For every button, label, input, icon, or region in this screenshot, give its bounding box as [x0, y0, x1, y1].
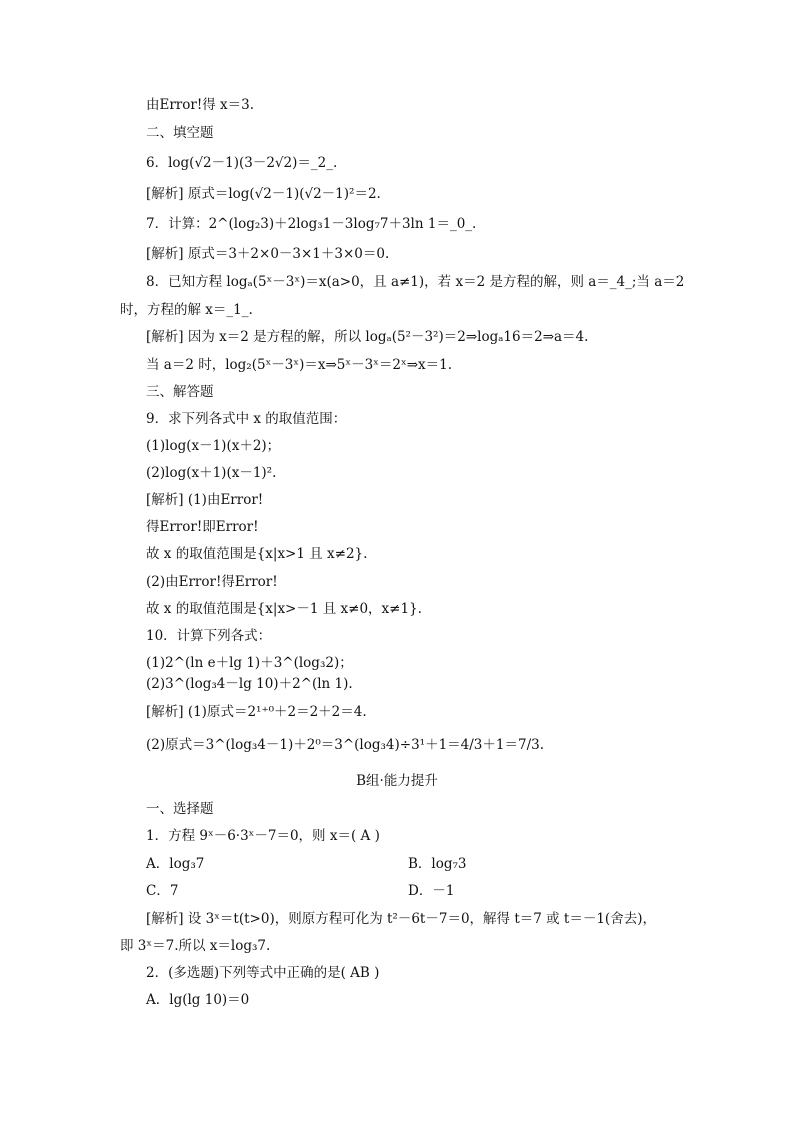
solution-line: [解析] 因为 x＝2 是方程的解，所以 logₐ(5²－3²)＝2⇒logₐ16＝2⇒a＝4.: [146, 329, 589, 345]
choice-a: A．log₃7: [146, 856, 205, 872]
question-7: 7．计算：2^(log₂3)＋2log₃1－3log₇7＋3ln 1＝_0_.: [146, 216, 477, 232]
solution-line: 得Error!即Error!: [146, 519, 259, 535]
choice-a: A．lg(lg 10)＝0: [146, 992, 250, 1008]
question-10: 10．计算下列各式：: [146, 628, 272, 644]
text-line: 由Error!得 x＝3.: [146, 97, 255, 113]
question-9: 9．求下列各式中 x 的取值范围：: [146, 411, 347, 427]
solution-line: [解析] 原式＝3＋2×0－3×1＋3×0＝0.: [146, 246, 390, 262]
question-6: 6．log(√2－1)(3－2√2)＝_2_.: [146, 155, 338, 171]
question-9-part-1: (1)log(x－1)(x＋2)；: [146, 438, 281, 454]
question-10-part-2: (2)3^(log₃4－lg 10)＋2^(ln 1).: [146, 676, 353, 692]
solution-line-continued: 即 3ˣ＝7.所以 x＝log₃7.: [120, 938, 271, 954]
solution-line: 故 x 的取值范围是{x|x>1 且 x≠2}.: [146, 546, 368, 562]
solution-line: [解析] 原式＝log(√2－1)(√2－1)²＝2.: [146, 186, 381, 202]
solution-line: (2)由Error!得Error!: [146, 574, 278, 590]
solution-line: [解析] (1)原式＝2¹⁺⁰＋2＝2＋2＝4.: [146, 704, 367, 720]
question-10-part-1: (1)2^(ln e＋lg 1)＋3^(log₃2)；: [146, 655, 353, 671]
choice-b: B．log₇3: [408, 856, 467, 872]
section-heading: 一、选择题: [146, 801, 214, 817]
section-heading: 三、解答题: [146, 384, 214, 400]
question-8-continued: 时，方程的解 x＝_1_.: [120, 302, 253, 318]
question-9-part-2: (2)log(x＋1)(x－1)².: [146, 465, 277, 481]
choice-d: D．－1: [408, 883, 455, 899]
solution-line: [解析] (1)由Error!: [146, 492, 264, 508]
question-b2: 2．(多选题)下列等式中正确的是( AB ): [146, 965, 380, 981]
solution-line: 故 x 的取值范围是{x|x>－1 且 x≠0，x≠1}.: [146, 601, 422, 617]
solution-line: (2)原式＝3^(log₃4－1)＋2⁰＝3^(log₃4)÷3¹＋1＝4/3＋1＝7/3.: [146, 737, 544, 753]
choice-c: C．7: [146, 883, 179, 899]
question-8: 8．已知方程 logₐ(5ˣ－3ˣ)＝x(a>0，且 a≠1)，若 x＝2 是方程的解，则 a＝_4_;当 a＝2: [146, 274, 685, 290]
question-b1: 1．方程 9ˣ－6·3ˣ－7＝0，则 x＝( A ): [146, 828, 380, 844]
section-title: B组·能力提升: [356, 773, 438, 789]
section-heading: 二、填空题: [146, 125, 214, 141]
solution-line: [解析] 设 3ˣ＝t(t>0)，则原方程可化为 t²－6t－7＝0，解得 t＝7 或 t＝－1(舍去)，: [146, 911, 656, 927]
solution-line: 当 a＝2 时，log₂(5ˣ－3ˣ)＝x⇒5ˣ－3ˣ＝2ˣ⇒x＝1.: [146, 357, 453, 373]
